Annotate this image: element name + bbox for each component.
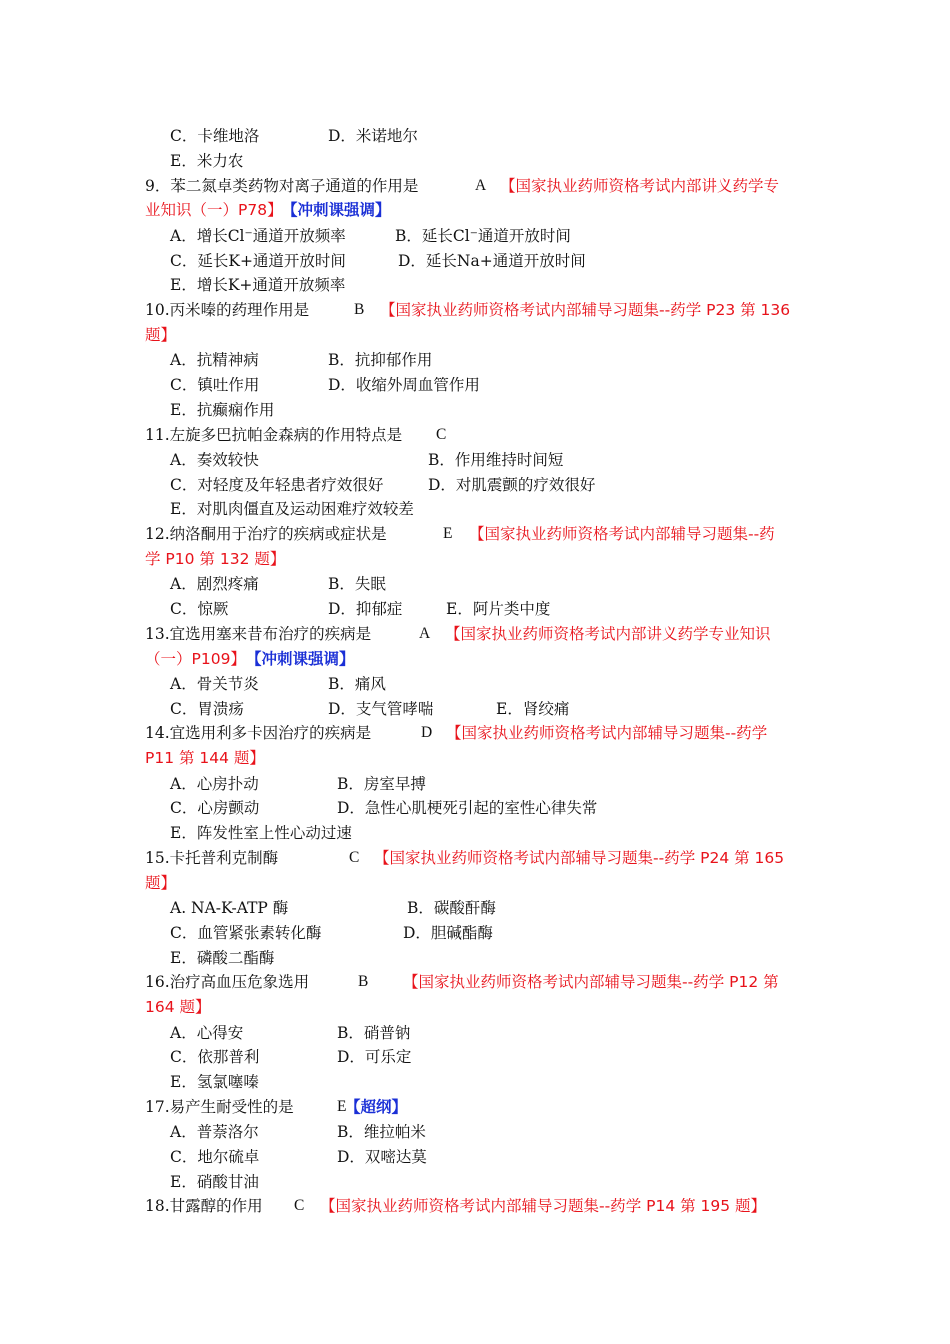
q12-stem: 12.纳洛酮用于治疗的疾病或症状是	[145, 525, 387, 543]
q8-option-e-line	[0, 149, 950, 173]
q12-option-c: C．惊厥	[170, 600, 229, 618]
q12-options-ab	[0, 572, 950, 596]
q9-option-d: D．延长Na+通道开放时间	[398, 252, 586, 270]
q17-options-cd	[0, 1145, 950, 1169]
q11-option-c: C．对轻度及年轻患者疗效很好	[170, 476, 384, 494]
q14-reference-cont: P11 第 144 题】	[145, 749, 265, 767]
q11-stem: 11.左旋多巴抗帕金森病的作用特点是	[145, 426, 403, 444]
q13-options-cde	[0, 697, 950, 721]
q9-stem: 9．苯二氮卓类药物对离子通道的作用是	[145, 177, 419, 195]
q11-options-ab	[0, 448, 950, 472]
q15-option-a: A. NA-K-ATP 酶	[170, 899, 289, 917]
q12-reference-cont: 学 P10 第 132 题】	[145, 550, 286, 568]
q12-answer: E	[443, 525, 453, 542]
q11-answer: C	[436, 426, 447, 443]
q9-emphasis-tag: 【冲刺课强调】	[282, 201, 391, 219]
q10-answer: B	[354, 301, 365, 318]
q18-stem-line	[0, 1194, 950, 1218]
q10-options-ab	[0, 348, 950, 372]
q10-reference-cont: 题】	[145, 326, 177, 344]
q14-option-e-line	[0, 821, 950, 845]
q12-option-e: E．阿片类中度	[446, 600, 551, 618]
q15-reference-cont: 题】	[145, 874, 177, 892]
q9-option-b: B．延长Cl⁻通道开放时间	[395, 227, 571, 245]
q14-options-ab	[0, 772, 950, 796]
q16-reference-line	[0, 995, 950, 1019]
q12-stem-line	[0, 522, 950, 546]
q10-stem-line	[0, 298, 950, 322]
q9-option-e: E．增长K+通道开放频率	[170, 276, 346, 294]
q13-option-e: E．肾绞痛	[496, 700, 570, 718]
q12-reference: 【国家执业药师资格考试内部辅导习题集--药	[469, 525, 775, 543]
q16-option-e-line	[0, 1070, 950, 1094]
q14-option-d: D．急性心肌梗死引起的室性心律失常	[337, 799, 598, 817]
q14-option-a: A．心房扑动	[170, 775, 259, 793]
q15-options-ab	[0, 896, 950, 920]
q11-stem-line	[0, 423, 950, 447]
q17-stem: 17.易产生耐受性的是	[145, 1098, 294, 1116]
q15-stem-line	[0, 846, 950, 870]
q17-option-d: D．双嘧达莫	[337, 1148, 427, 1166]
q8-option-d: D．米诺地尔	[328, 127, 418, 145]
q15-option-e-line	[0, 946, 950, 970]
q15-reference: 【国家执业药师资格考试内部辅导习题集--药学 P24 第 165	[374, 849, 785, 867]
q10-option-c: C．镇吐作用	[170, 376, 260, 394]
q15-option-e: E．磷酸二酯酶	[170, 949, 275, 967]
q17-option-c: C．地尔硫卓	[170, 1148, 260, 1166]
q16-option-c: C．依那普利	[170, 1048, 260, 1066]
q16-option-a: A．心得安	[170, 1024, 244, 1042]
q12-options-cde	[0, 597, 950, 621]
q9-options-ab	[0, 224, 950, 248]
q14-stem: 14.宜选用利多卡因治疗的疾病是	[145, 724, 372, 742]
q17-options-ab	[0, 1120, 950, 1144]
q14-stem-line	[0, 721, 950, 745]
q15-option-d: D．胆碱酯酶	[403, 924, 493, 942]
q17-out-of-syllabus-tag: 【超纲】	[345, 1098, 408, 1116]
q9-option-a: A．增长Cl⁻通道开放频率	[170, 227, 346, 245]
q11-option-e-line	[0, 497, 950, 521]
q11-option-d: D．对肌震颤的疗效很好	[428, 476, 596, 494]
q13-stem: 13.宜选用塞来昔布治疗的疾病是	[145, 625, 372, 643]
q13-options-ab	[0, 672, 950, 696]
q18-answer: C	[294, 1197, 305, 1214]
q16-option-e: E．氢氯噻嗪	[170, 1073, 259, 1091]
q12-reference-line	[0, 547, 950, 571]
q10-option-e: E．抗癫痫作用	[170, 401, 275, 419]
q14-reference-line	[0, 746, 950, 770]
q10-reference-line	[0, 323, 950, 347]
q16-reference-cont: 164 题】	[145, 998, 211, 1016]
q14-option-b: B．房室早搏	[337, 775, 426, 793]
q14-reference: 【国家执业药师资格考试内部辅导习题集--药学	[446, 724, 768, 742]
q17-option-b: B．维拉帕米	[337, 1123, 426, 1141]
q15-answer: C	[349, 849, 360, 866]
q10-options-cd	[0, 373, 950, 397]
q9-reference-line	[0, 198, 950, 222]
q9-option-e-line	[0, 273, 950, 297]
q14-answer: D	[421, 724, 433, 741]
q9-options-cd	[0, 249, 950, 273]
q16-option-b: B．硝普钠	[337, 1024, 411, 1042]
q13-option-b: B．痛风	[328, 675, 386, 693]
q10-stem: 10.丙米嗪的药理作用是	[145, 301, 310, 319]
q17-answer: E	[337, 1098, 347, 1115]
q9-answer: A	[475, 177, 487, 194]
q9-reference-cont: 业知识（一）P78】	[145, 201, 283, 219]
q14-option-e: E．阵发性室上性心动过速	[170, 824, 352, 842]
q13-option-c: C．胃溃疡	[170, 700, 244, 718]
q14-options-cd	[0, 796, 950, 820]
q15-option-c: C．血管紧张素转化酶	[170, 924, 322, 942]
q13-reference: 【国家执业药师资格考试内部讲义药学专业知识	[445, 625, 771, 643]
q10-option-b: B．抗抑郁作用	[328, 351, 433, 369]
q8-option-c: C．卡维地洛	[170, 127, 260, 145]
q8-option-e: E．米力农	[170, 152, 244, 170]
q15-options-cd	[0, 921, 950, 945]
q15-stem: 15.卡托普利克制酶	[145, 849, 279, 867]
q13-reference-cont: （一）P109】	[145, 650, 246, 668]
q16-answer: B	[358, 973, 369, 990]
q11-option-b: B．作用维持时间短	[428, 451, 564, 469]
q16-option-d: D．可乐定	[337, 1048, 412, 1066]
q17-option-e-line	[0, 1170, 950, 1194]
q15-option-b: B．碳酸酐酶	[407, 899, 496, 917]
q18-stem: 18.甘露醇的作用	[145, 1197, 263, 1215]
q9-option-c: C．延长K+通道开放时间	[170, 252, 346, 270]
q12-option-d: D．抑郁症	[328, 600, 403, 618]
q16-options-cd	[0, 1045, 950, 1069]
q13-answer: A	[419, 625, 431, 642]
q11-options-cd	[0, 473, 950, 497]
q11-option-a: A．奏效较快	[170, 451, 259, 469]
q12-option-b: B．失眠	[328, 575, 386, 593]
q9-reference: 【国家执业药师资格考试内部讲义药学专	[500, 177, 780, 195]
q17-stem-line	[0, 1095, 950, 1119]
q12-option-a: A．剧烈疼痛	[170, 575, 259, 593]
q13-emphasis-tag: 【冲刺课强调】	[246, 650, 355, 668]
q10-option-d: D．收缩外周血管作用	[328, 376, 480, 394]
q17-option-e: E．硝酸甘油	[170, 1173, 259, 1191]
q16-stem: 16.治疗高血压危象选用	[145, 973, 310, 991]
q10-option-e-line	[0, 398, 950, 422]
q13-reference-line	[0, 647, 950, 671]
q17-option-a: A．普萘洛尔	[170, 1123, 259, 1141]
q13-option-a: A．骨关节炎	[170, 675, 259, 693]
q10-option-a: A．抗精神病	[170, 351, 259, 369]
q13-stem-line	[0, 622, 950, 646]
q14-option-c: C．心房颤动	[170, 799, 260, 817]
q18-reference: 【国家执业药师资格考试内部辅导习题集--药学 P14 第 195 题】	[320, 1197, 767, 1215]
q11-option-e: E．对肌肉僵直及运动困难疗效较差	[170, 500, 414, 518]
q16-stem-line	[0, 970, 950, 994]
q9-stem-line	[0, 174, 950, 198]
q16-options-ab	[0, 1021, 950, 1045]
q10-reference: 【国家执业药师资格考试内部辅导习题集--药学 P23 第 136	[380, 301, 791, 319]
q13-option-d: D．支气管哮喘	[328, 700, 434, 718]
q15-reference-line	[0, 871, 950, 895]
q16-reference: 【国家执业药师资格考试内部辅导习题集--药学 P12 第	[403, 973, 779, 991]
q8-options-cd	[0, 124, 950, 148]
